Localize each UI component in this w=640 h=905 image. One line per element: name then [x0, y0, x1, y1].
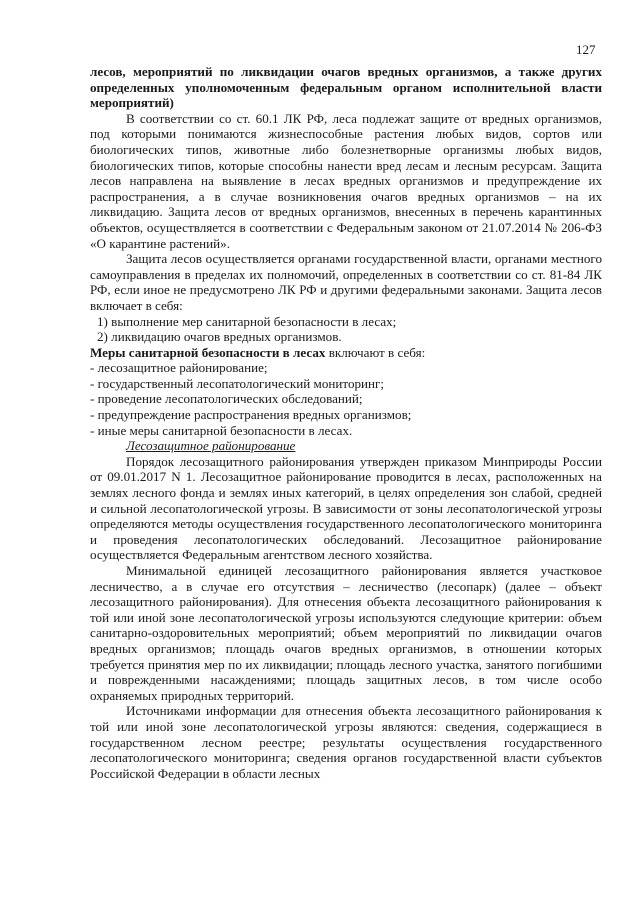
numbered-item-2: 2) ликвидацию очагов вредных организмов. — [97, 329, 342, 345]
measures-bold-term: Меры санитарной безопасности в лесах — [90, 344, 326, 360]
measures-intro — [90, 345, 602, 361]
paragraph-3: Порядок лесозащитного районирования утвержден приказом Минприроды России от 09.01.2017 N 1. Лесозащитное районирование проводится в лесах, расположенных на землях лесного фонда и землях иных категорий, в целях определения зон слабой, средней и сильной лесопатологической угрозы. В зависимости от зоны лесопатологической угрозы определяются методы осуществления государственного лесопатологического мониторинга и проведения лесопатологических обследований. Лесозащитное районирование осуществляется Федеральным агентством лесного хозяйства. — [90, 453, 602, 563]
paragraph-2: Защита лесов осуществляется органами государственной власти, органами местного самоуправления в пределах их полномочий, определенных в соответствии со ст. 81-84 ЛК РФ, если иное не предусмотрено ЛК РФ и другими федеральными законами. Защита лесов включает в себя: — [90, 251, 602, 313]
measures-intro-rest: включают в себя: — [325, 344, 426, 360]
page-content — [90, 64, 602, 781]
page-number: 127 — [576, 42, 596, 57]
subsection-title: Лесозащитное районирование — [126, 438, 296, 454]
section-heading: лесов, мероприятий по ликвидации очагов вредных организмов, а также других определенных уполномоченным федеральным органом исполнительной власти мероприятий) — [90, 64, 602, 111]
dash-item-1: - лесозащитное районирование; — [90, 360, 268, 376]
numbered-item-1: 1) выполнение мер санитарной безопасности в лесах; — [97, 313, 397, 329]
dash-item-5: - иные меры санитарной безопасности в лесах. — [90, 422, 353, 438]
dash-item-2: - государственный лесопатологический мониторинг; — [90, 375, 385, 391]
paragraph-4: Минимальной единицей лесозащитного районирования является участковое лесничество, а в случае его отсутствия – лесничество (лесопарк) (далее – объект лесозащитного районирования). Для отнесения объекта лесозащитного районирования к той или иной зоне лесопатологической угрозы используются следующие критерии: объем санитарно-оздоровительных мероприятий; объем мероприятий по ликвидации очагов вредных организмов; площадь очагов вредных организмов, в отношении которых требуется принятия мер по их ликвидации; площадь лесного участка, занятого погибшими и поврежденными насаждениями; площадь защитных лесов, в том числе особо охраняемых природных территорий. — [90, 563, 602, 703]
paragraph-1: В соответствии со ст. 60.1 ЛК РФ, леса подлежат защите от вредных организмов, под которыми понимаются жизнеспособные растения любых видов, сортов или биологических типов, животные либо болезнетворные организмы любых видов, биологических типов, которые способны нанести вред лесам и лесным ресурсам. Защита лесов направлена на выявление в лесах вредных организмов и предупреждение их распространения, а в случае возникновения очагов вредных организмов – на их ликвидацию. Защита лесов от вредных организмов, внесенных в перечень карантинных объектов, осуществляется в соответствии с Федеральным законом от 21.07.2014 № 206-ФЗ «О карантине растений». — [90, 110, 602, 251]
dash-item-3: - проведение лесопатологических обследований; — [90, 391, 363, 407]
dash-item-4: - предупреждение распространения вредных организмов; — [90, 407, 412, 423]
paragraph-5: Источниками информации для отнесения объекта лесозащитного районирования к той или иной зоне лесопатологической угрозы являются: сведения, содержащиеся в государственном лесном реестре; результаты осуществления государственного лесопатологического мониторинга; сведения органов государственной власти субъектов Российской Федерации в области лесных — [90, 703, 602, 781]
